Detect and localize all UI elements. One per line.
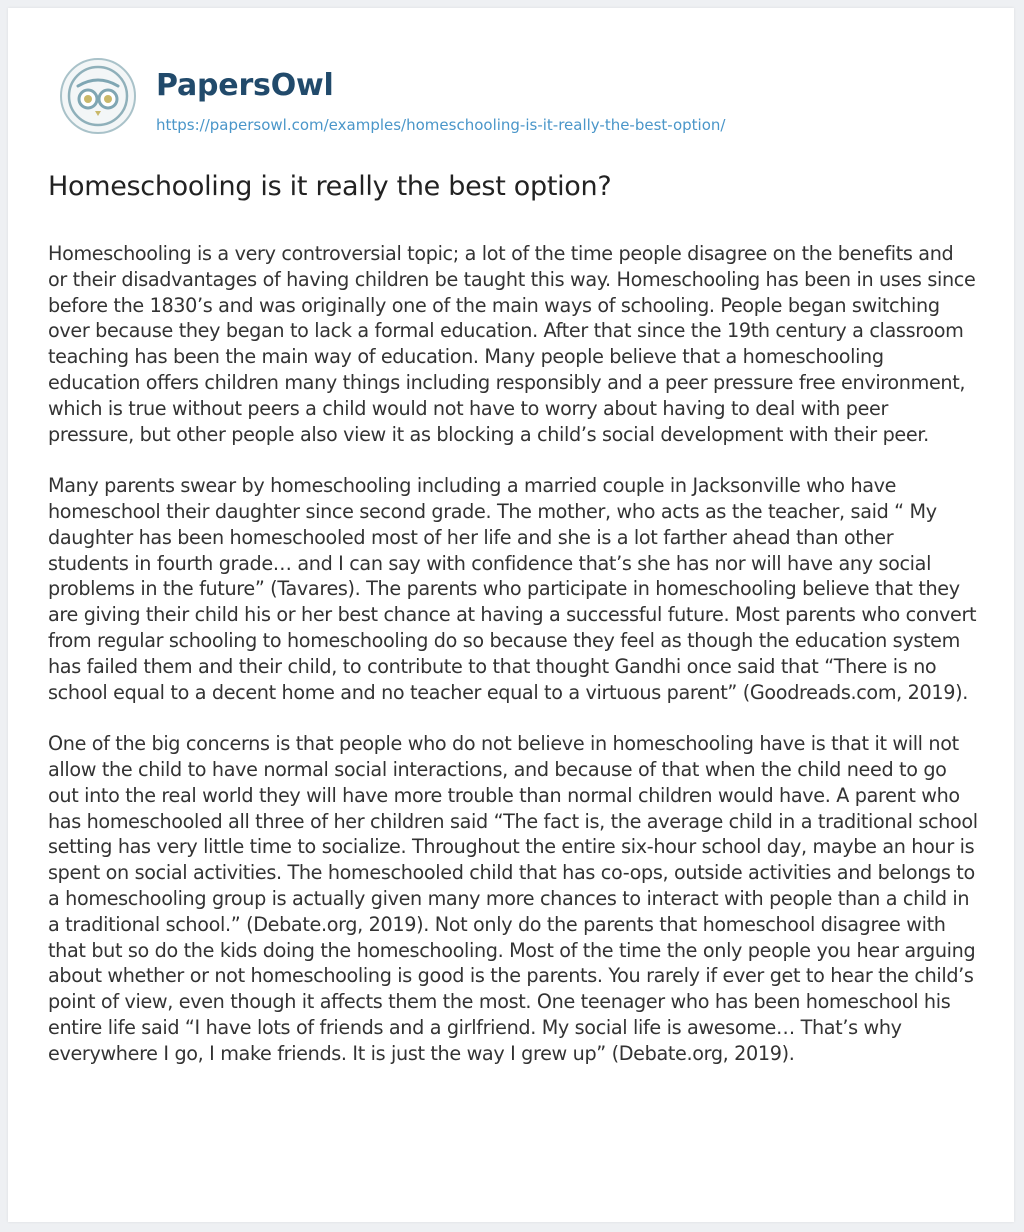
article-paragraph: One of the big concerns is that people who do not believe in homeschooling have is that it will not allow the child to have normal social interactions, and because of that when the child need to go out into the real world they will have more trouble than normal children would have. A parent who has homeschooled all three of her children said “The fact is, the average child in a traditional school setting has very little time to socialize. Throughout the entire six-hour school day, maybe an hour is spent on social activities. The homeschooled child that has co-ops, outside activities and belongs to a homeschooling group is actually given many more chances to interact with people than a child in a traditional school.” (Debate.org, 2019). Not only do the parents that homeschool disagree with that but so do the kids doing the homeschooling. Most of the time the only people you hear arguing about whether or not homeschooling is good is the parents. You rarely if ever get to hear the child’s point of view, even though it affects them the most. One teenager who has been homeschool his entire life said “I have lots of friends and a girlfriend. My social life is awesome… That’s why everywhere I go, I make friends. It is just the way I grew up” (Debate.org, 2019). bbox=[48, 732, 978, 1065]
owl-logo-icon bbox=[48, 56, 148, 136]
brand-name[interactable]: PapersOwl bbox=[156, 68, 334, 103]
source-url-link[interactable]: https://papersowl.com/examples/homeschooling-is-it-really-the-best-option/ bbox=[156, 116, 726, 134]
document-page bbox=[8, 8, 1014, 1222]
page-title: Homeschooling is it really the best option? bbox=[48, 171, 612, 202]
page-header bbox=[48, 56, 978, 136]
article-paragraph: Many parents swear by homeschooling including a married couple in Jacksonville who have homeschool their daughter since second grade. The mother, who acts as the teacher, said “ My daughter has been homeschooled most of her life and she is a lot farther ahead than other students in fourth grade… and I can say with confidence that’s she has nor will have any social problems in the future” (Tavares). The parents who participate in homeschooling believe that they are giving their child his or her best chance at having a successful future. Most parents who convert from regular schooling to homeschooling do so because they feel as though the education system has failed them and their child, to contribute to that thought Gandhi once said that “There is no school equal to a decent home and no teacher equal to a virtuous parent” (Goodreads.com, 2019). bbox=[48, 474, 977, 704]
article-body bbox=[48, 241, 978, 1092]
article-paragraph: Homeschooling is a very controversial topic; a lot of the time people disagree on the benefits and or their disadvantages of having children be taught this way. Homeschooling has been in uses since before the 1830’s and was originally one of the main ways of schooling. People began switching over because they began to lack a formal education. After that since the 19th century a classroom teaching has been the main way of education. Many people believe that a homeschooling education offers children many things including responsibly and a peer pressure free environment, which is true without peers a child would not have to worry about having to deal with peer pressure, but other people also view it as blocking a child’s social development with their peer. bbox=[48, 242, 976, 446]
